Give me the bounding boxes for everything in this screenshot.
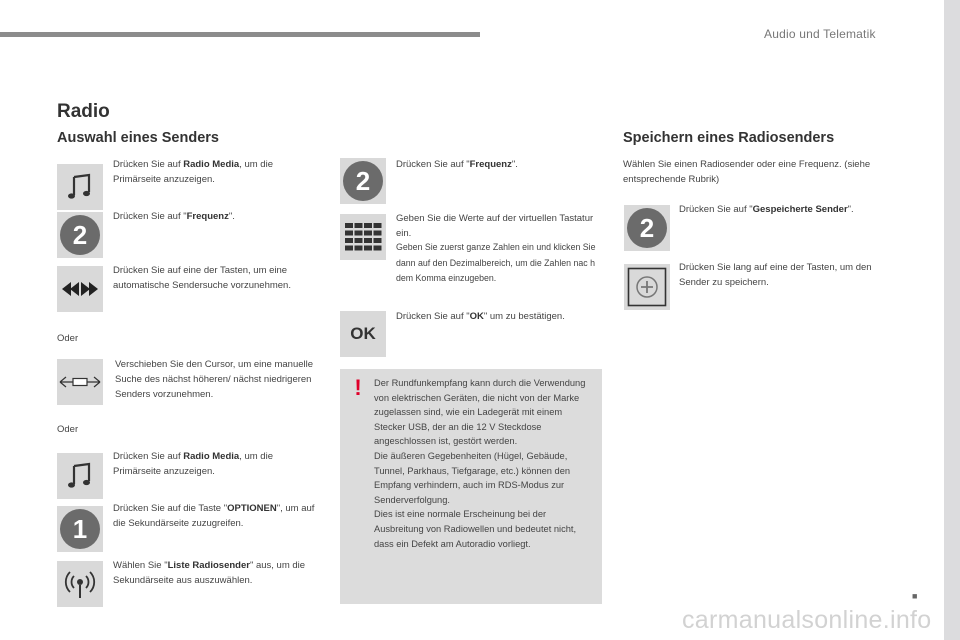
- step-text: Drücken Sie auf "Frequenz".: [113, 211, 235, 222]
- watermark: carmanualsonline.info: [682, 606, 932, 634]
- radio-antenna-icon: [57, 561, 103, 607]
- ok-icon: [340, 311, 386, 357]
- add-preset-icon: [624, 264, 670, 310]
- warning-text: Der Rundfunkempfang kann durch die Verwendung von elektrischen Geräten, die nicht von der Marke zugelassen sind, wie ein Ladegerät mit einem Stecker USB, der an die 12 V Steckdose angeschlossen ist, gestört werden. Die äußeren Gegebenheiten (Hügel, Gebäude, Tunnel, Parkhaus, Tiefgarage, etc.) können den Empfang verhindern, auch im RDS-Modus zur Senderverfolgung. Dies ist eine normale Erscheinung bei der Ausbreitung von Radiowellen und bedeutet nicht, dass ein Defekt am Autoradio vorliegt.: [374, 378, 586, 549]
- left-heading: Auswahl eines Senders: [57, 130, 219, 146]
- page-edge-strip: [944, 0, 960, 640]
- section-title: Audio und Telematik: [764, 27, 876, 41]
- music-note-icon: [57, 164, 103, 210]
- page-title: Radio: [57, 101, 110, 122]
- step-text: Drücken Sie auf Radio Media, um die Primärseite anzuzeigen.: [113, 159, 273, 185]
- dial-2-icon: [624, 205, 670, 251]
- step-text: Drücken Sie auf Radio Media, um die Primärseite anzuzeigen.: [113, 451, 273, 477]
- dial-digit: 2: [72, 220, 88, 250]
- step-text: Wählen Sie "Liste Radiosender" aus, um die Sekundärseite aus auszuwählen.: [113, 560, 306, 586]
- warning-icon: !: [354, 375, 362, 400]
- keypad-icon: [340, 214, 386, 260]
- seek-arrows-icon: [57, 266, 103, 312]
- step-note: Geben Sie zuerst ganze Zahlen ein und klicken Sie dann auf den Dezimalbereich, um die Zahlen nac h dem Komma einzugeben.: [396, 242, 596, 283]
- header-rule: [0, 32, 480, 37]
- step-text: Drücken Sie auf "Gespeicherte Sender".: [679, 204, 854, 215]
- step-text: Verschieben Sie den Cursor, um eine manuelle Suche des nächst höheren/ nächst niedrigeren Senders vorzunehmen.: [115, 359, 314, 400]
- dial-1-icon: [57, 506, 103, 552]
- step-text: Drücken Sie auf eine der Tasten, um eine automatische Sendersuche vorzunehmen.: [113, 265, 291, 291]
- step-text: Drücken Sie auf "OK" um zu bestätigen.: [396, 311, 565, 322]
- step-text: Drücken Sie auf "Frequenz".: [396, 159, 518, 170]
- dial-digit: 2: [355, 166, 371, 196]
- dial-2-icon: [57, 212, 103, 258]
- or-label: Oder: [57, 333, 79, 344]
- ok-label: OK: [350, 324, 376, 343]
- right-intro: Wählen Sie einen Radiosender oder eine Frequenz. (siehe entsprechende Rubrik): [623, 159, 871, 185]
- step-text: Drücken Sie lang auf eine der Tasten, um den Sender zu speichern.: [679, 262, 872, 288]
- step-text: Geben Sie die Werte auf der virtuellen Tastatur ein.: [396, 213, 594, 239]
- or-label: Oder: [57, 424, 79, 435]
- dial-digit: 2: [639, 213, 655, 243]
- page-number: ■: [912, 591, 918, 601]
- dial-digit: 1: [72, 514, 88, 544]
- step-text: Drücken Sie auf die Taste "OPTIONEN", um auf die Sekundärseite zuzugreifen.: [113, 503, 315, 529]
- dial-2-icon: [340, 158, 386, 204]
- cursor-slider-icon: [57, 359, 103, 405]
- right-heading: Speichern eines Radiosenders: [623, 130, 835, 146]
- music-note-icon: [57, 453, 103, 499]
